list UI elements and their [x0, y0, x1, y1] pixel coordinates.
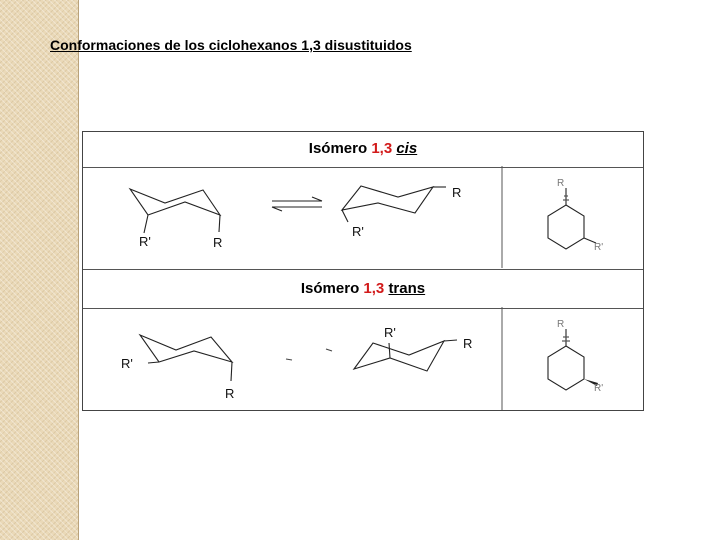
trans-positions: 1,3	[363, 280, 385, 297]
trans-hexagon-label-r: R	[557, 319, 565, 330]
trans-hexagon-label-rprime: R'	[594, 383, 604, 394]
trans-chair-1	[140, 335, 232, 362]
cis-heading: Isómero 1,3 cis	[308, 140, 418, 157]
trans-chair-2	[354, 341, 444, 371]
cis-chair-2-bond-rprime	[342, 210, 348, 222]
cis-type: cis	[396, 140, 418, 157]
trans-chair-2-bond-r	[444, 340, 457, 341]
trans-chair-2-label-r: R	[463, 336, 473, 351]
cis-chair-1-bond-rprime	[144, 215, 148, 233]
cis-positions: 1,3	[371, 140, 393, 157]
trans-type: trans	[388, 280, 426, 297]
cis-hexagon	[548, 205, 584, 249]
trans-chair-1-bond-r	[231, 362, 232, 381]
trans-chair-2-bond-rprime	[389, 343, 390, 358]
trans-chair-2-label-rprime: R'	[384, 325, 396, 340]
trans-heading: Isómero 1,3 trans	[300, 280, 426, 297]
trans-arrow-mark-2	[326, 349, 332, 351]
trans-chair-1-label-r: R	[225, 386, 235, 401]
trans-chair-1-label-rprime: R'	[121, 356, 133, 371]
cis-chair-2-label-rprime: R'	[352, 224, 364, 239]
trans-arrow-mark-1	[286, 359, 292, 360]
cis-chair-1-label-r: R	[213, 235, 223, 250]
cis-chair-1	[130, 189, 220, 215]
trans-chair-1-bond-rprime	[148, 362, 159, 363]
cis-hexagon-label-rprime: R'	[594, 242, 604, 253]
trans-hexagon	[548, 346, 584, 390]
page-title: Conformaciones de los ciclohexanos 1,3 disustituidos	[50, 37, 412, 53]
cis-chair-1-label-rprime: R'	[139, 234, 151, 249]
cis-chair-2	[342, 186, 433, 213]
cis-hexagon-label-r: R	[557, 178, 565, 189]
cis-chair-1-bond-r	[219, 215, 220, 232]
cis-chair-2-label-r: R	[452, 185, 462, 200]
